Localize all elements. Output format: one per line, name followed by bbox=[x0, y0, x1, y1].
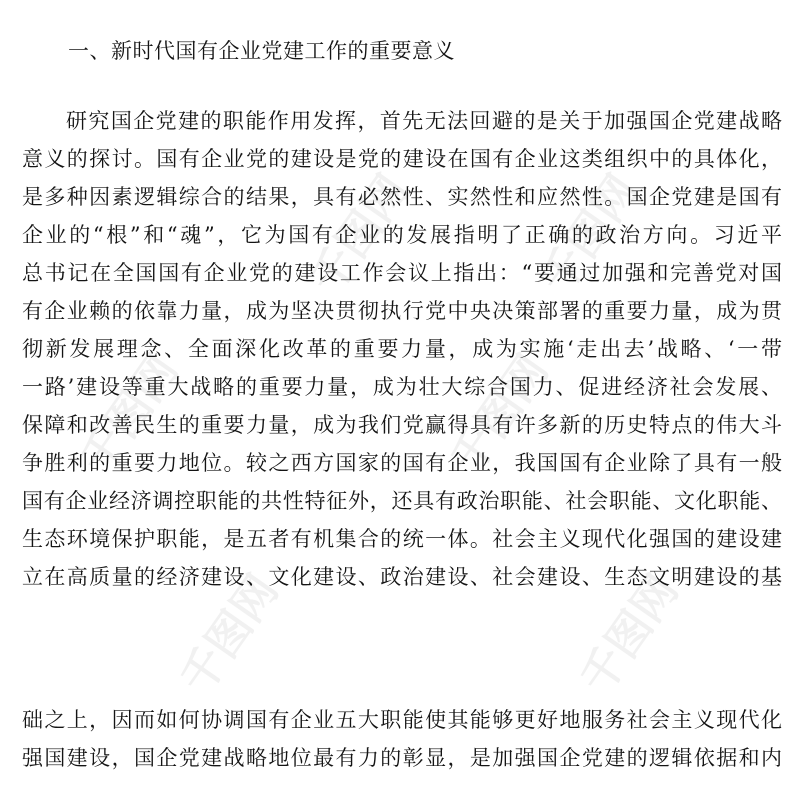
text-line: 国有企业经济调控职能的共性特征外，还具有政治职能、社会职能、文化职能、 bbox=[22, 489, 782, 513]
text-line: 争胜利的重要力地位。较之西方国家的国有企业，我国国有企业除了具有一般 bbox=[22, 451, 782, 475]
paragraph-1 bbox=[22, 102, 782, 596]
text-line: 是多种因素逻辑综合的结果，具有必然性、实然性和应然性。国企党建是国有 bbox=[22, 185, 782, 209]
text-line: 生态环境保护职能，是五者有机集合的统一体。社会主义现代化强国的建设建 bbox=[22, 527, 782, 551]
watermark: 千图网 bbox=[530, 165, 649, 304]
text-line: 保障和改善民生的重要力量，成为我们党赢得具有许多新的历史特点的伟大斗 bbox=[22, 413, 782, 437]
text-line: 研究国企党建的职能作用发挥，首先无法回避的是关于加强国企党建战略 bbox=[66, 109, 782, 133]
watermark: 千图网 bbox=[570, 565, 689, 704]
text-line: 强国建设，国企党建战略地位最有力的彰显，是加强国企党建的逻辑依据和内 bbox=[22, 746, 782, 770]
text-line: 企业的“根”和“魂”，它为国有企业的发展指明了正确的政治方向。习近平 bbox=[22, 223, 782, 247]
text-line: 立在高质量的经济建设、文化建设、政治建设、社会建设、生态文明建设的基 bbox=[22, 565, 782, 589]
section-heading: 一、新时代国有企业党建工作的重要意义 bbox=[68, 39, 455, 63]
watermark: 千图网 bbox=[170, 565, 289, 704]
text-line: 有企业赖的依靠力量，成为坚决贯彻执行党中央决策部署的重要力量，成为贯 bbox=[22, 299, 782, 323]
watermark: 千图网 bbox=[300, 165, 419, 304]
watermark: 千图网 bbox=[70, 345, 189, 484]
text-line: 一路’建设等重大战略的重要力量，成为壮大综合国力、促进经济社会发展、 bbox=[22, 375, 782, 399]
watermark: 千图网 bbox=[440, 345, 559, 484]
text-line: 础之上，因而如何协调国有企业五大职能使其能够更好地服务社会主义现代化 bbox=[22, 708, 782, 732]
paragraph-2 bbox=[22, 701, 782, 777]
text-line: 意义的探讨。国有企业党的建设是党的建设在国有企业这类组织中的具体化， bbox=[22, 147, 782, 171]
text-line: 总书记在全国国有企业党的建设工作会议上指出：“要通过加强和完善党对国 bbox=[22, 261, 782, 285]
text-line: 彻新发展理念、全面深化改革的重要力量，成为实施‘走出去’战略、‘一带 bbox=[22, 337, 782, 361]
